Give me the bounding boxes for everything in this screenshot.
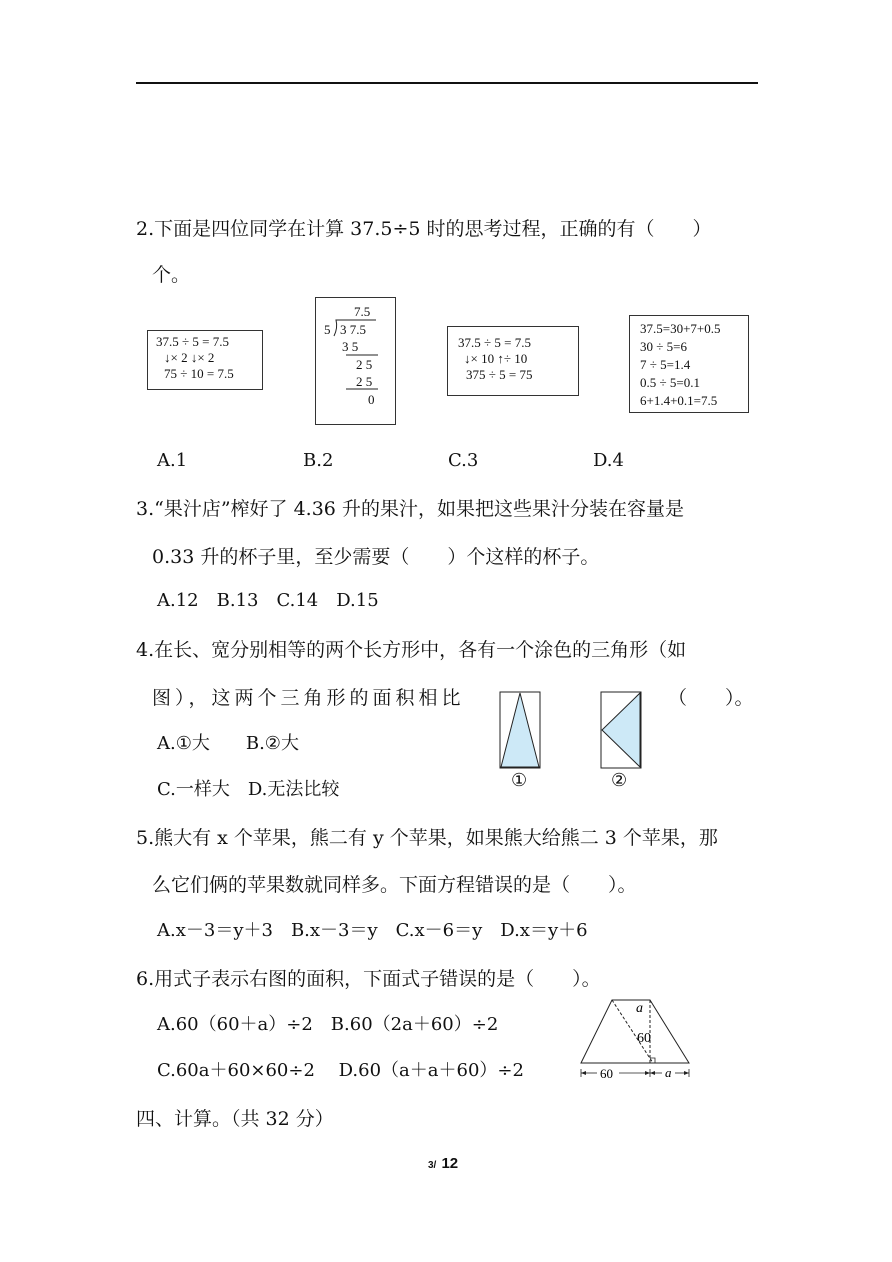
q2-box-c [447, 326, 579, 396]
q4-stem-line2-a: 图），这两个三角形的面积相比 [152, 687, 465, 709]
q4-stem-line2-b: （ ）。 [668, 687, 754, 709]
q4-figure-label-1: ① [511, 770, 528, 791]
q2-box-b-row: 3 5 [342, 339, 359, 354]
q2-option-c[interactable]: C.3 [448, 450, 479, 471]
q6-label-bottom-left: 60 [600, 1066, 613, 1081]
q2-option-d[interactable]: D.4 [593, 450, 624, 471]
q6-label-bottom-right: a [665, 1065, 672, 1080]
q5-stem-line1: 5.熊大有 x 个苹果，熊二有 y 个苹果，如果熊大给熊二 3 个苹果，那 [136, 827, 718, 849]
q2-box-d-line: 0.5 ÷ 5=0.1 [640, 375, 700, 390]
q2-box-d-line: 30 ÷ 5=6 [640, 339, 687, 354]
q4-stem-line1: 4.在长、宽分别相等的两个长方形中，各有一个涂色的三角形（如 [136, 639, 687, 661]
section-4-heading: 四、计算。（共 32 分） [136, 1108, 334, 1130]
q2-box-d-line: 37.5=30+7+0.5 [640, 321, 721, 336]
q2-box-c-line: ↓× 10 ↑÷ 10 [464, 351, 528, 366]
q2-box-d-line: 7 ÷ 5=1.4 [640, 357, 691, 372]
q2-box-c-line: 37.5 ÷ 5 = 7.5 [458, 335, 531, 350]
q5-stem-line2: 么它们俩的苹果数就同样多。下面方程错误的是（ ）。 [152, 874, 637, 896]
q2-box-b-row: 2 5 [356, 374, 373, 389]
q3-options[interactable]: A.12 B.13 C.14 D.15 [157, 590, 379, 611]
q2-box-c-line: 375 ÷ 5 = 75 [466, 367, 533, 382]
q2-box-b-divisor: 5 [324, 322, 331, 337]
q4-options-line1[interactable]: A.①大 B.②大 [157, 733, 299, 754]
q2-box-d [629, 315, 749, 413]
page-current: 3/ [428, 1160, 437, 1171]
q2-option-b[interactable]: B.2 [303, 450, 334, 471]
q6-options-line1[interactable]: A.60（60＋a）÷2 B.60（2a＋60）÷2 [157, 1014, 499, 1035]
shaded-triangle-2 [602, 693, 640, 767]
q4-figure-label-2: ② [611, 770, 628, 791]
q2-box-a [147, 330, 263, 390]
q2-box-a-line: 75 ÷ 10 = 7.5 [164, 366, 234, 381]
q2-stem-line1: 2.下面是四位同学在计算 37.5÷5 时的思考过程，正确的有（ ） [136, 218, 712, 240]
q5-options[interactable]: A.x－3＝y＋3 B.x－3＝y C.x－6＝y D.x＝y＋6 [157, 920, 588, 941]
q2-box-b-row: 2 5 [356, 357, 373, 372]
q6-options-line2[interactable]: C.60a＋60×60÷2 D.60（a＋a＋60）÷2 [157, 1060, 524, 1081]
q6-trapezoid-figure [575, 996, 697, 1082]
shaded-triangle-1 [501, 693, 539, 767]
q4-figure [495, 688, 645, 770]
q2-box-a-line: 37.5 ÷ 5 = 7.5 [156, 334, 229, 349]
q6-label-top: a [636, 1001, 643, 1016]
q4-options-line2[interactable]: C.一样大 D.无法比较 [157, 779, 340, 800]
q2-box-a-line: ↓× 2 ↓× 2 [164, 350, 215, 365]
q3-stem-line1: 3.“果汁店”榨好了 4.36 升的果汁，如果把这些果汁分装在容量是 [136, 498, 684, 520]
page-number [428, 1153, 458, 1172]
q2-box-b-dividend: 3 7.5 [340, 322, 366, 337]
q3-stem-line2: 0.33 升的杯子里，至少需要（ ）个这样的杯子。 [152, 546, 600, 568]
q2-option-a[interactable]: A.1 [157, 450, 188, 471]
q6-label-height: 60 [637, 1031, 651, 1046]
q2-box-b-row: 0 [368, 392, 375, 407]
q2-stem-line2: 个。 [152, 264, 191, 286]
q2-box-b [315, 297, 396, 425]
q6-stem: 6.用式子表示右图的面积，下面式子错误的是（ ）。 [136, 968, 601, 990]
q2-box-b-quotient: 7.5 [354, 304, 371, 319]
header-rule [136, 82, 758, 84]
q2-box-d-line: 6+1.4+0.1=7.5 [640, 393, 718, 408]
page-total: 12 [441, 1155, 459, 1172]
